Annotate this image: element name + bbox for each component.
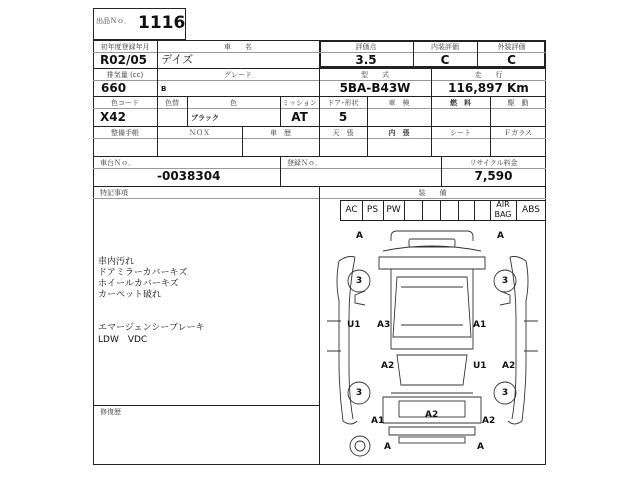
damage-mark: 3	[355, 276, 363, 286]
equipment-pw: PW	[386, 205, 401, 215]
equipment-divider	[404, 200, 405, 221]
lot-number: 1116	[138, 13, 186, 33]
label-interior-trim: 内 張	[388, 129, 410, 137]
label-chassis-number: 車台Ｎｏ．	[100, 159, 135, 167]
label-grade: グレード	[224, 71, 252, 79]
value-model-code: 5BA-B43W	[339, 81, 411, 95]
col-line	[280, 156, 281, 186]
lot-number-label: 出品Ｎｏ．	[96, 17, 131, 25]
value-recycle-fee: 7,590	[474, 169, 513, 183]
value-color: ブラック	[191, 114, 219, 122]
label-first-registration: 初年度登録年月	[100, 43, 150, 51]
value-displacement: 660	[101, 81, 127, 95]
label-transmission: ミッション	[282, 99, 317, 107]
damage-mark: A1	[473, 320, 487, 330]
equipment-divider	[422, 200, 423, 221]
damage-mark: A3	[377, 320, 391, 330]
value-car-name: デイズ	[161, 53, 194, 66]
damage-mark: U1	[473, 361, 487, 371]
value-exterior-grade: C	[507, 53, 516, 67]
label-special-notes: 特記事項	[100, 189, 128, 197]
label-front-glass: Ｆガラス	[504, 129, 532, 137]
value-chassis-number: -0038304	[157, 169, 221, 183]
label-score: 評価点	[355, 43, 377, 51]
equipment-divider	[440, 200, 441, 221]
label-registration-number: 登録Ｎｏ．	[287, 159, 322, 167]
label-nox: ＮＯＸ	[189, 129, 210, 137]
value-first-registration: R02/05	[100, 53, 148, 67]
value-transmission: AT	[291, 110, 308, 124]
equipment-abs: ABS	[522, 205, 540, 215]
label-interior-grade: 内装評価	[431, 43, 459, 51]
label-model-code: 型 式	[361, 71, 389, 79]
label-inspection: 車 検	[388, 99, 410, 107]
label-headliner: 天 張	[332, 129, 354, 137]
label-mileage: 走 行	[474, 71, 503, 79]
label-color-code: 色コード	[111, 99, 139, 107]
damage-mark: A1	[371, 416, 385, 426]
equipment-divider	[474, 200, 475, 221]
damage-mark: A	[477, 442, 484, 452]
label-exterior-grade: 外装評価	[497, 43, 526, 51]
equipment-divider	[458, 200, 459, 221]
damage-mark: U1	[347, 320, 361, 330]
label-displacement: 排気量 (cc)	[106, 71, 144, 79]
label-color-change: 色替	[165, 99, 179, 107]
damage-mark: A	[497, 231, 504, 241]
damage-mark: A	[384, 442, 391, 452]
note-line: 車内汚れ	[98, 257, 135, 267]
label-repair-history: 修復歴	[100, 408, 121, 416]
label-equipment: 装 備	[418, 189, 447, 197]
damage-mark: 3	[501, 388, 509, 398]
label-recycle-fee: リサイクル料金	[469, 159, 518, 167]
value-score: 3.5	[355, 53, 377, 67]
damage-mark: A2	[502, 361, 516, 371]
value-interior-grade: C	[440, 53, 450, 67]
damage-mark: A	[356, 231, 363, 241]
value-color-code: X42	[100, 110, 126, 124]
label-maintenance-book: 整備手帳	[111, 129, 139, 137]
label-seat: シート	[450, 129, 471, 137]
label-fuel: 燃 料	[450, 99, 471, 107]
value-doors: 5	[338, 110, 348, 124]
value-mileage: 116,897 Km	[448, 81, 529, 95]
damage-mark: A2	[482, 416, 496, 426]
damage-mark: A2	[381, 361, 395, 371]
note-line: LDW VDC	[98, 335, 148, 345]
row-line	[93, 156, 546, 157]
note-line: ホイールカバーキズ	[98, 279, 179, 289]
equipment-airbag: AIR BAG	[494, 200, 512, 219]
car-damage-diagram	[319, 221, 546, 465]
equipment-ac: AC	[345, 205, 358, 215]
note-line: カーペット破れ	[98, 290, 162, 300]
damage-mark: 3	[355, 388, 363, 398]
note-line: エマージェンシーブレーキ	[98, 323, 205, 333]
equipment-ps: PS	[366, 205, 379, 215]
damage-mark: 3	[501, 276, 509, 286]
note-line: ドアミラーカバーキズ	[98, 268, 188, 278]
label-doors: ドア･形状	[327, 99, 359, 107]
label-color: 色	[230, 99, 237, 107]
value-grade: B	[161, 85, 167, 93]
damage-mark: A2	[425, 410, 439, 420]
label-vehicle-history: 車 歴	[270, 129, 291, 137]
label-car-name: 車 名	[224, 43, 252, 51]
repair-history-divider	[93, 405, 319, 406]
label-drive: 駆 動	[507, 99, 529, 107]
